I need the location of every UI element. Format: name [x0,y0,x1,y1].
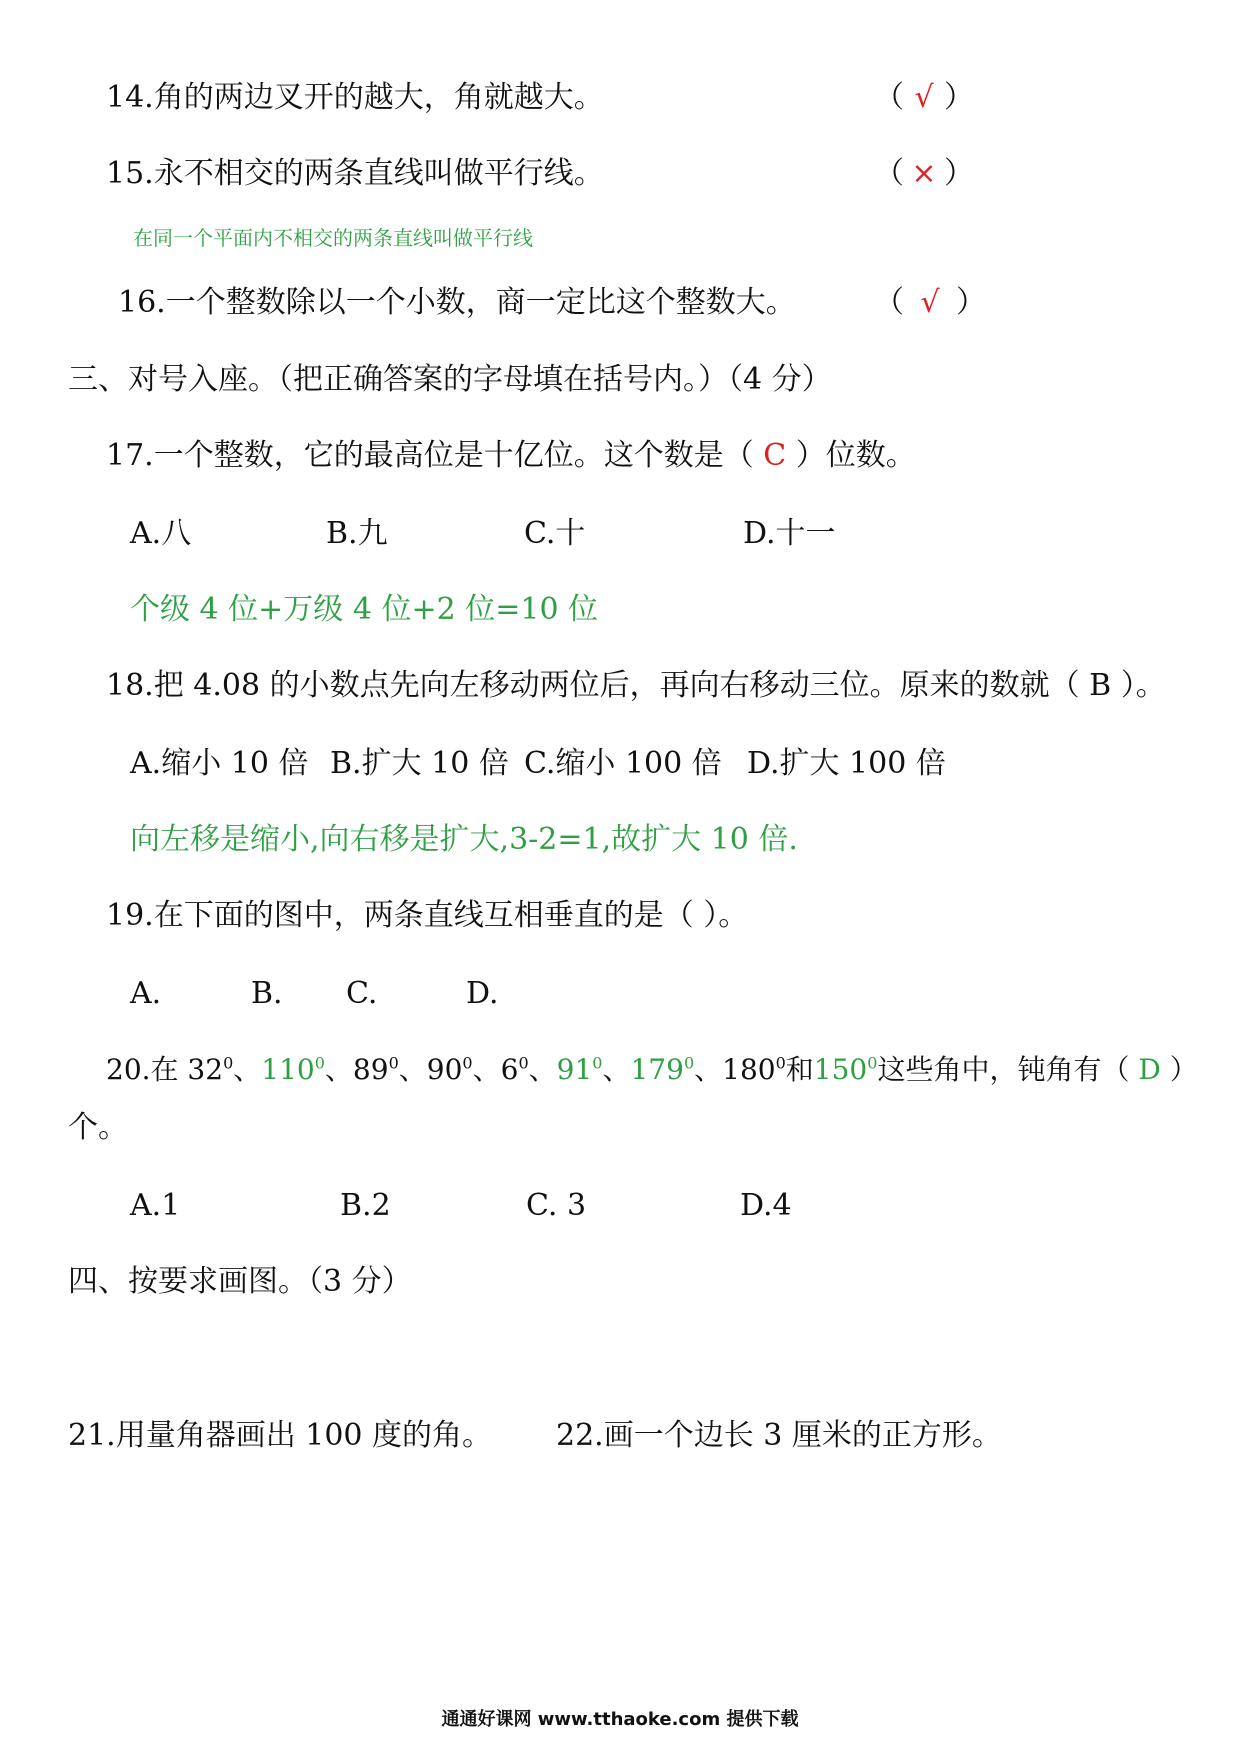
q17-option-d: D.十一 [743,516,836,551]
q17-answer: C [763,438,787,473]
degree-sup: 0 [683,1053,695,1073]
degree-sup: 0 [518,1053,529,1073]
q22-text: 22.画一个边长 3 厘米的正方形。 [556,1418,1002,1453]
q17-option-a: A.八 [130,516,192,551]
degree-sup: 0 [592,1053,603,1073]
paren-open: （ [874,80,904,115]
section3-title: 三、对号入座。（把正确答案的字母填在括号内。）（4 分） [68,362,832,397]
q20-angle-91: 91 [556,1053,593,1086]
sep: 、 [528,1053,557,1086]
q20-option-d: D.4 [740,1188,792,1223]
q20-angle-150: 150 [813,1053,868,1086]
degree-sup: 0 [462,1053,473,1073]
q17-line [106,436,916,476]
q20-text-end: ） [1160,1053,1198,1086]
q19-option-a: A. [130,976,162,1011]
paren-open: （ [874,285,904,320]
degree-sup: 0 [314,1053,325,1073]
q20-angle-6: 6 [500,1053,519,1086]
q21-text: 21.用量角器画出 100 度的角。 [68,1418,493,1453]
q18-option-b: B.扩大 10 倍 [330,746,509,781]
q18-text-after: ）。 [1111,668,1166,703]
q19-option-b: B. [251,976,283,1011]
q15-answer: × [911,156,937,191]
q20-angle-89: 89 [352,1053,389,1086]
q17-text-after: ）位数。 [786,438,916,473]
sep: 、 [233,1053,262,1086]
q18-option-c: C.缩小 100 倍 [524,746,722,781]
sep: 、 [602,1053,631,1086]
q17-note: 个级 4 位+万级 4 位+2 位=10 位 [130,592,599,627]
q19-text: 19.在下面的图中，两条直线互相垂直的是（ ）。 [106,898,749,933]
q20-and: 和 [785,1053,814,1086]
q18-option-a: A.缩小 10 倍 [130,746,309,781]
q17-option-c: C.十 [524,516,586,551]
section4-title: 四、按要求画图。（3 分） [68,1264,412,1299]
q14-text: 14.角的两边叉开的越大，角就越大。 [106,80,604,115]
q15-note: 在同一个平面内不相交的两条直线叫做平行线 [133,226,533,250]
q20-angle-90: 90 [426,1053,463,1086]
q15-answer-bracket [874,154,974,194]
q20-angle-110: 110 [261,1053,315,1086]
paren-close: ） [944,80,974,115]
q20-option-b: B.2 [340,1188,391,1223]
q20-line [106,1050,1198,1090]
q15-text: 15.永不相交的两条直线叫做平行线。 [106,156,604,191]
q19-option-c: C. [346,976,378,1011]
q20-text-mid: 这些角中，钝角有（ [877,1053,1139,1086]
q17-text-before: 17.一个整数，它的最高位是十亿位。这个数是（ [106,438,764,473]
q20-angle-180: 180 [722,1053,776,1086]
q20-angle-179: 179 [630,1053,684,1086]
q18-option-d: D.扩大 100 倍 [747,746,946,781]
q16-answer-bracket [874,283,986,323]
q16-text: 16.一个整数除以一个小数，商一定比这个整数大。 [118,285,796,320]
q20-prefix: 20.在 32 [106,1053,224,1086]
q14-answer-bracket [874,78,974,118]
degree-sup: 0 [867,1053,878,1073]
q17-option-b: B.九 [326,516,388,551]
sep: 、 [694,1053,723,1086]
paren-close: ） [956,285,986,320]
q20-option-a: A.1 [130,1188,181,1223]
sep: 、 [324,1053,353,1086]
q20-option-c: C. 3 [526,1188,587,1223]
q18-line [106,666,1166,706]
q19-option-d: D. [466,976,499,1011]
paren-close: ） [944,156,974,191]
q20-answer: D [1138,1053,1161,1086]
sep: 、 [398,1053,427,1086]
q20-continuation: 个。 [68,1110,128,1145]
paren-open: （ [874,156,904,191]
degree-sup: 0 [775,1053,786,1073]
q18-answer: B [1089,668,1112,703]
degree-sup: 0 [388,1053,399,1073]
q18-text-before: 18.把 4.08 的小数点先向左移动两位后，再向右移动三位。原来的数就（ [106,668,1090,703]
q14-answer: √ [914,80,934,115]
q16-answer: √ [920,285,940,320]
sep: 、 [472,1053,501,1086]
page-footer: 通通好课网 www.tthaoke.com 提供下载 [441,1709,799,1730]
q18-note: 向左移是缩小,向右移是扩大,3-2=1,故扩大 10 倍. [130,822,798,857]
degree-sup: 0 [223,1053,234,1073]
